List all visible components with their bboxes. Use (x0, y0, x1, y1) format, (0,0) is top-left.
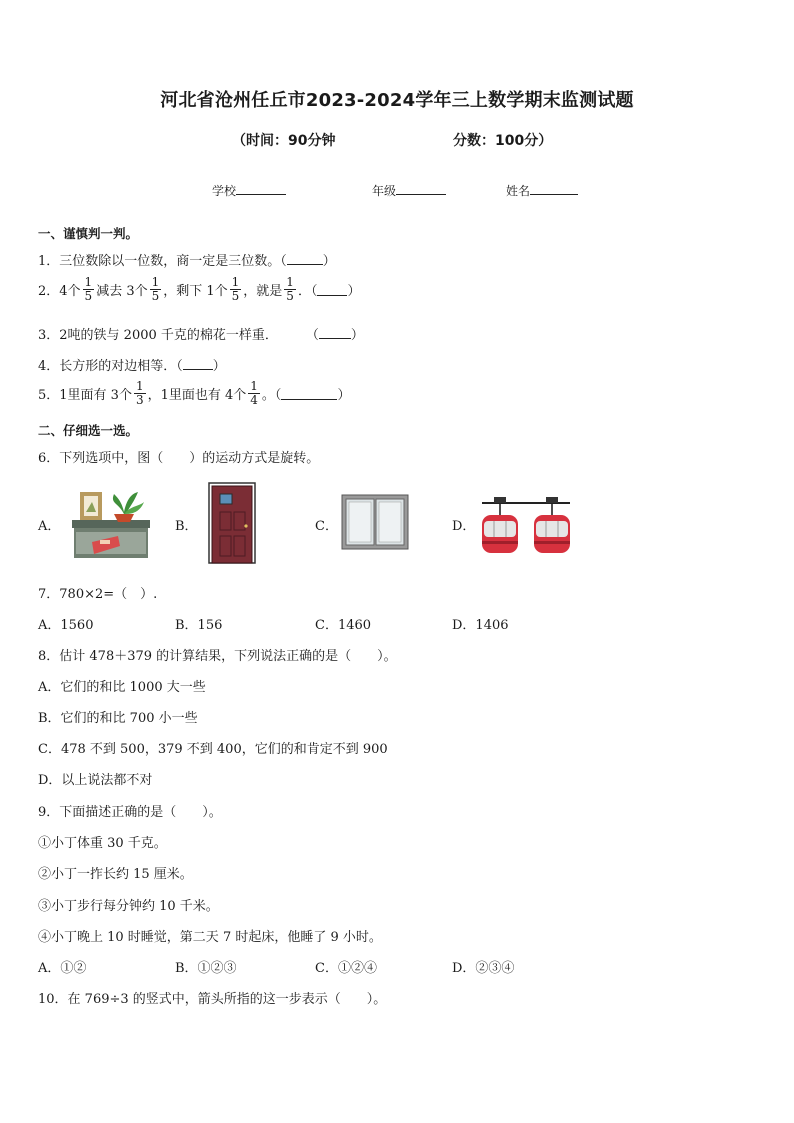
question-1-close: ） (322, 254, 336, 269)
exam-score: 分数：100分） (453, 133, 553, 149)
q6-option-b-label[interactable]: B． (175, 519, 198, 534)
q8-option-b[interactable]: B．它们的和比 700 小一些 (38, 711, 198, 726)
drawer-pull-picture (70, 484, 154, 560)
q6-option-c-label[interactable]: C． (315, 519, 338, 534)
q9-statement-3: ③小丁步行每分钟约 10 千米。 (38, 899, 219, 914)
question-9: 9．下面描述正确的是（ ）。 (38, 805, 222, 820)
fraction-denominator: 5 (286, 289, 294, 303)
question-10: 10．在 769÷3 的竖式中，箭头所指的这一步表示（ ）。 (38, 992, 387, 1007)
name-blank[interactable] (530, 182, 578, 195)
q9-option-a[interactable]: A．①② (38, 961, 87, 976)
question-2-text-e: ．（ (297, 284, 318, 299)
fraction-numerator: 1 (250, 379, 258, 393)
grade-blank[interactable] (396, 182, 446, 195)
q9-statement-4: ④小丁晚上 10 时睡觉，第二天 7 时起床，他睡了 9 小时。 (38, 930, 382, 945)
q9-option-b[interactable]: B．①②③ (175, 961, 237, 976)
fraction-one-fifth (230, 276, 242, 303)
question-5 (38, 380, 350, 407)
question-6: 6．下列选项中，图（ ）的运动方式是旋转。 (38, 451, 320, 466)
name-label: 姓名 (506, 184, 531, 198)
fraction-numerator: 1 (135, 379, 144, 393)
fraction-numerator: 1 (151, 275, 160, 289)
question-4 (38, 355, 226, 374)
fraction-numerator: 1 (231, 275, 240, 289)
question-2-text-c: ，剩下 1个 (163, 284, 228, 299)
question-2 (38, 276, 360, 303)
fraction-one-fifth (150, 276, 162, 303)
q8-option-d[interactable]: D．以上说法都不对 (38, 773, 153, 788)
q8-option-c[interactable]: C．478 不到 500，379 不到 400，它们的和肯定不到 900 (38, 742, 388, 757)
fraction-one-fifth (83, 276, 95, 303)
question-4-text: 4．长方形的对边相等．（ (38, 359, 183, 374)
section1-heading: 一、谨慎判一判。 (38, 226, 139, 241)
school-field (212, 182, 286, 199)
question-3-blank[interactable] (319, 327, 351, 339)
q7-option-d[interactable]: D．1406 (452, 618, 509, 633)
exam-time: （时间：90分钟 (232, 133, 336, 149)
grade-label: 年级 (372, 184, 397, 198)
question-2-close: ） (347, 284, 361, 299)
question-4-blank[interactable] (183, 358, 213, 370)
question-5-text-c: 。（ (261, 388, 282, 403)
question-4-close: ） (212, 359, 226, 374)
question-5-text-a: 5．1里面有 3个 (38, 388, 132, 403)
question-3-close: ） (350, 328, 364, 343)
cable-car-picture (478, 493, 574, 555)
q6-option-a-label[interactable]: A． (38, 519, 61, 534)
q8-option-a[interactable]: A．它们的和比 1000 大一些 (38, 680, 206, 695)
school-blank[interactable] (236, 182, 286, 195)
question-7: 7．780×2=（ ）. (38, 587, 158, 602)
q9-option-d[interactable]: D．②③④ (452, 961, 515, 976)
question-1-text: 1．三位数除以一位数，商一定是三位数。（ (38, 254, 287, 269)
question-8: 8．估计 478＋379 的计算结果，下列说法正确的是（ ）。 (38, 649, 397, 664)
fraction-denominator: 3 (135, 393, 144, 407)
section2-heading: 二、仔细选一选。 (38, 423, 139, 438)
question-2-text-d: ，就是 (243, 284, 283, 299)
q7-option-b[interactable]: B．156 (175, 618, 223, 633)
school-label: 学校 (212, 184, 237, 198)
q6-option-d-label[interactable]: D． (452, 519, 476, 534)
page-title: 河北省沧州任丘市2023-2024学年三上数学期末监测试题 (160, 90, 634, 111)
window-picture (341, 494, 409, 550)
question-3-open: （ (305, 328, 319, 343)
fraction-one-fifth (284, 276, 296, 303)
name-field (506, 182, 578, 199)
fraction-denominator: 5 (231, 289, 240, 303)
fraction-numerator: 1 (84, 275, 93, 289)
question-2-text-b: 减去 3个 (96, 284, 148, 299)
fraction-denominator: 5 (84, 289, 93, 303)
question-3 (38, 324, 364, 343)
fraction-denominator: 5 (151, 289, 160, 303)
question-5-close: ） (337, 388, 351, 403)
question-3-text: 3．2吨的铁与 2000 千克的棉花一样重． (38, 328, 278, 343)
q7-option-c[interactable]: C．1460 (315, 618, 372, 633)
question-1 (38, 250, 336, 269)
fraction-one-third (134, 380, 146, 407)
q9-option-c[interactable]: C．①②④ (315, 961, 377, 976)
door-picture (208, 482, 258, 564)
question-2-text-a: 2．4个 (38, 284, 81, 299)
question-1-blank[interactable] (287, 253, 323, 265)
question-5-text-b: ，1里面也有 4个 (147, 388, 247, 403)
grade-field (372, 182, 446, 199)
fraction-denominator: 4 (250, 393, 258, 407)
q9-statement-2: ②小丁一拃长约 15 厘米。 (38, 867, 193, 882)
question-2-blank[interactable] (317, 284, 347, 296)
fraction-numerator: 1 (286, 275, 294, 289)
q7-option-a[interactable]: A．1560 (38, 618, 94, 633)
question-5-blank[interactable] (281, 388, 337, 400)
q9-statement-1: ①小丁体重 30 千克。 (38, 836, 167, 851)
fraction-one-fourth (248, 380, 260, 407)
